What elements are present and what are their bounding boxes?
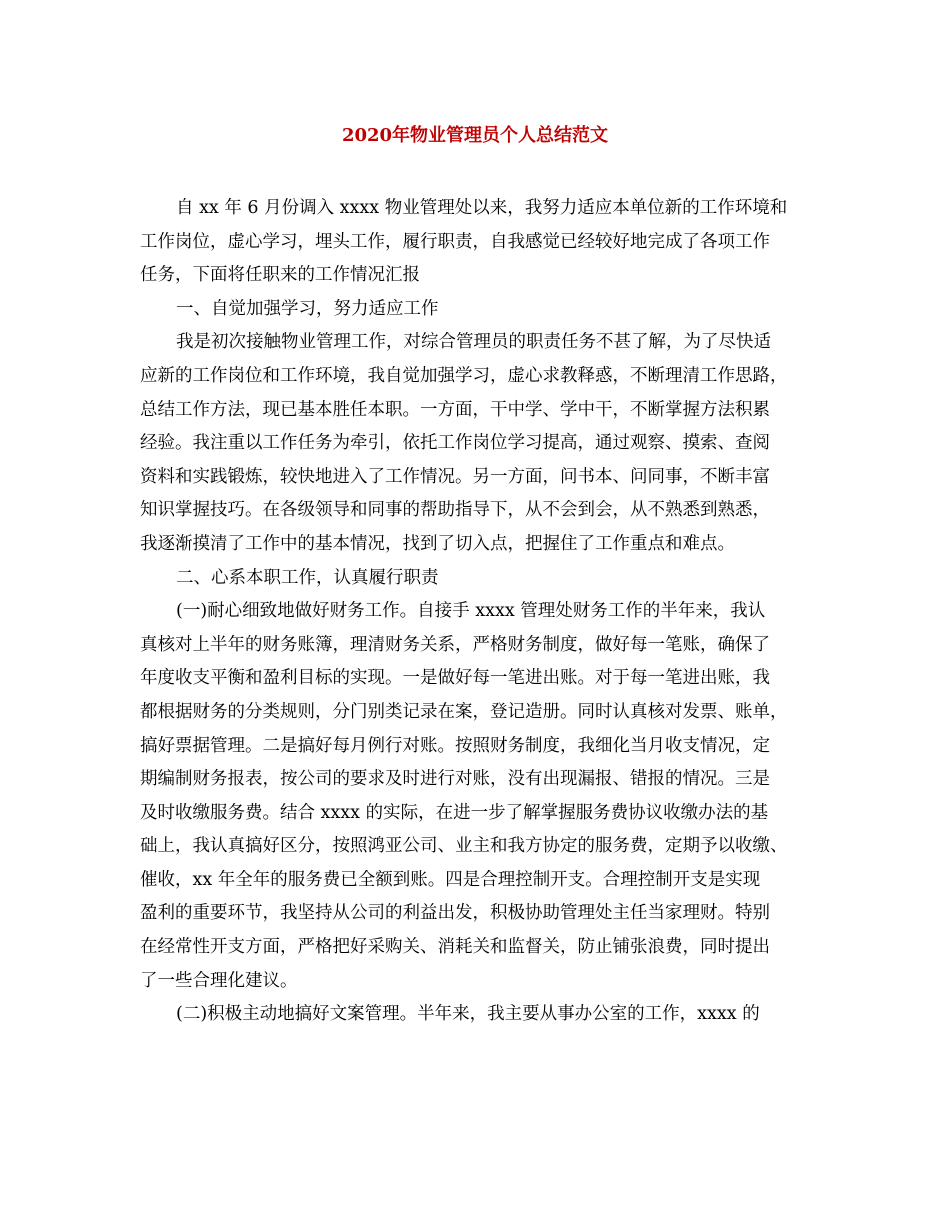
- paragraph-first-line: 自 xx 年 6 月份调入 xxxx 物业管理处以来，我努力适应本单位新的工作环境和: [176, 198, 788, 218]
- paragraph-line: 总结工作方法，现已基本胜任本职。一方面，干中学、学中干，不断掌握方法积累: [140, 399, 770, 420]
- paragraph-line: 工作岗位，虚心学习，埋头工作，履行职责，自我感觉已经较好地完成了各项工作: [140, 231, 770, 252]
- paragraph-first-line: 二、心系本职工作，认真履行职责: [176, 567, 439, 588]
- paragraph-line: 任务，下面将任职来的工作情况汇报: [140, 265, 420, 286]
- document-title: 2020年物业管理员个人总结范文: [341, 125, 609, 146]
- paragraph-line: 及时收缴服务费。结合 xxxx 的实际，在进一步了解掌握服务费协议收缴办法的基: [140, 802, 769, 823]
- paragraph-line: 年度收支平衡和盈利目标的实现。一是做好每一笔进出账。对于每一笔进出账，我: [140, 668, 770, 689]
- paragraph-line: 都根据财务的分类规则，分门别类记录在案，登记造册。同时认真核对发票、账单，: [140, 701, 788, 722]
- paragraph-line: 催收，xx 年全年的服务费已全额到账。四是合理控制开支。合理控制开支是实现: [140, 869, 761, 890]
- paragraph-line: 了一些合理化建议。: [140, 970, 298, 991]
- paragraph-line: 搞好票据管理。二是搞好每月例行对账。按照财务制度，我细化当月收支情况，定: [140, 735, 770, 756]
- document-body: [140, 192, 820, 1032]
- paragraph-line: 期编制财务报表，按公司的要求及时进行对账，没有出现漏报、错报的情况。三是: [140, 769, 770, 790]
- paragraph-line: 我逐渐摸清了工作中的基本情况，找到了切入点，把握住了工作重点和难点。: [140, 533, 735, 554]
- paragraph-line: 应新的工作岗位和工作环境，我自觉加强学习，虚心求教释惑，不断理清工作思路，: [140, 365, 788, 386]
- paragraph-line: 盈利的重要环节，我坚持从公司的利益出发，积极协助管理处主任当家理财。特别: [140, 903, 770, 924]
- paragraph-first-line: 我是初次接触物业管理工作，对综合管理员的职责任务不甚了解，为了尽快适: [176, 332, 771, 353]
- paragraph-line: 经验。我注重以工作任务为牵引，依托工作岗位学习提高，通过观察、摸索、查阅: [140, 433, 770, 454]
- paragraph-line: 础上，我认真搞好区分，按照鸿亚公司、业主和我方协定的服务费，定期予以收缴、: [140, 836, 788, 857]
- paragraph-line: 资料和实践锻炼，较快地进入了工作情况。另一方面，问书本、问同事，不断丰富: [140, 466, 770, 487]
- paragraph-first-line: (二)积极主动地搞好文案管理。半年来，我主要从事办公室的工作，xxxx 的: [176, 1004, 760, 1025]
- paragraph-line: 知识掌握技巧。在各级领导和同事的帮助指导下，从不会到会，从不熟悉到熟悉，: [140, 500, 770, 521]
- paragraph-line: 在经常性开支方面，严格把好采购关、消耗关和监督关，防止铺张浪费，同时提出: [140, 937, 770, 958]
- paragraph-first-line: 一、自觉加强学习，努力适应工作: [176, 298, 439, 319]
- paragraph-first-line: (一)耐心细致地做好财务工作。自接手 xxxx 管理处财务工作的半年来，我认: [176, 601, 766, 622]
- paragraph-line: 真核对上半年的财务账簿，理清财务关系，严格财务制度，做好每一笔账，确保了: [140, 634, 770, 655]
